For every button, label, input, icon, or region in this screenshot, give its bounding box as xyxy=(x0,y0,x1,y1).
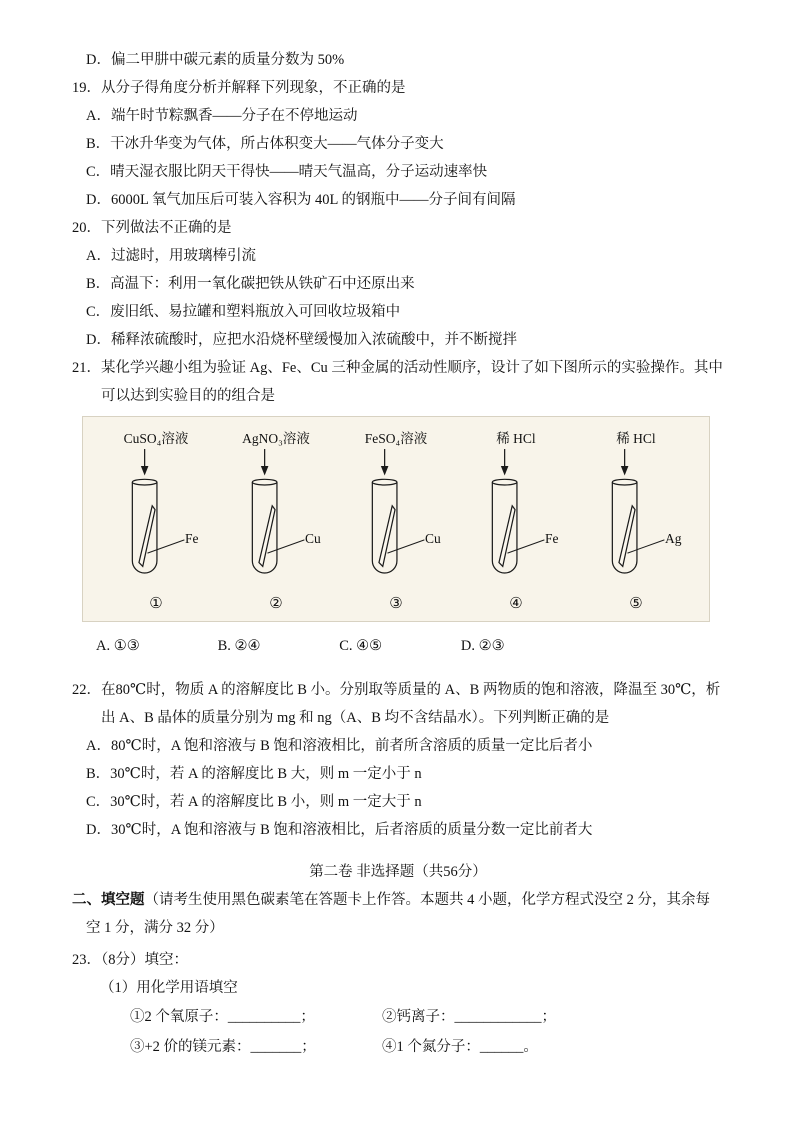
solution-label: 稀 HCl xyxy=(496,431,536,446)
tube-number: ② xyxy=(269,596,283,612)
question-21-stem: 21．某化学兴趣小组为验证 Ag、Fe、Cu 三种金属的活动性顺序，设计了如下图所示的实验操作。其中可以达到实验目的的组合是 xyxy=(72,360,723,404)
question-23-blank-row-1 xyxy=(72,1002,724,1032)
test-tube-drawing xyxy=(343,449,449,591)
question-20-stem: 20．下列做法不正确的是 xyxy=(72,220,232,236)
question-23-stem: 23．（8分）填空： xyxy=(72,952,188,968)
question-19-stem: 19．从分子得角度分析并解释下列现象，不正确的是 xyxy=(72,80,406,96)
question-22-option-c: C．30℃时，若 A 的溶解度比 B 小，则 m 一定大于 n xyxy=(86,794,422,810)
solution-label: 稀 HCl xyxy=(616,431,656,446)
question-23-sub1: （1）用化学用语填空 xyxy=(100,980,238,996)
solution-label: FeSO₄溶液 xyxy=(364,431,428,446)
question-20-option-b: B．高温下：利用一氧化碳把铁从铁矿石中还原出来 xyxy=(86,276,415,292)
test-tube-drawing xyxy=(583,449,689,591)
question-22-option-d: D．30℃时，A 饱和溶液与 B 饱和溶液相比，后者溶质的质量分数一定比前者大 xyxy=(86,822,593,838)
question-19-option-d: D．6000L 氧气加压后可装入容积为 40L 的钢瓶中——分子间有间隔 xyxy=(86,192,516,208)
metal-label: Fe xyxy=(545,531,559,546)
question-20-option-d: D．稀释浓硫酸时，应把水沿烧杯壁缓慢加入浓硫酸中，并不断搅拌 xyxy=(86,332,517,348)
experiment-figure xyxy=(82,416,710,622)
tube-number: ⑤ xyxy=(629,596,643,612)
question-21-option-a: A. ①③ xyxy=(96,638,140,654)
metal-label: Ag xyxy=(665,531,682,546)
blank-nitrogen-molecule: ④1 个氮分子：______。 xyxy=(382,1039,538,1055)
question-21-option-b: B. ②④ xyxy=(217,638,261,654)
tube-number: ④ xyxy=(509,596,523,612)
question-19-option-a: A．端午时节粽飘香——分子在不停地运动 xyxy=(86,108,358,124)
question-20-option-a: A．过滤时，用玻璃棒引流 xyxy=(86,248,256,264)
solution-label: CuSO₄溶液 xyxy=(123,431,189,446)
test-tube-group-3 xyxy=(337,427,455,613)
metal-label: Cu xyxy=(425,531,441,546)
question-22-stem: 22．在80℃时，物质 A 的溶解度比 B 小。分别取等质量的 A、B 两物质的饱和溶液，降温至 30℃，析出 A、B 晶体的质量分别为 mg 和 ng（A、B 均不含结晶水）。下列判断正确的是 xyxy=(72,682,721,726)
question-22-option-b: B．30℃时，若 A 的溶解度比 B 大，则 m 一定小于 n xyxy=(86,766,422,782)
test-tube-group-1 xyxy=(97,427,215,613)
test-tube-drawing xyxy=(463,449,569,591)
test-tube-drawing xyxy=(103,449,209,591)
metal-label: Cu xyxy=(305,531,321,546)
question-21-option-d: D. ②③ xyxy=(460,638,505,654)
solution-label: AgNO₃溶液 xyxy=(242,431,310,446)
tube-number: ③ xyxy=(389,596,403,612)
question-23-blank-row-2 xyxy=(72,1032,724,1062)
question-19-option-b: B．干冰升华变为气体，所占体积变大——气体分子变大 xyxy=(86,136,444,152)
metal-label: Fe xyxy=(185,531,199,546)
fill-in-section-label: 二、填空题 xyxy=(72,892,145,908)
question-20-option-c: C．废旧纸、易拉罐和塑料瓶放入可回收垃圾箱中 xyxy=(86,304,401,320)
fill-in-section-note: （请考生使用黑色碳素笔在答题卡上作答。本题共 4 小题，化学方程式没空 2 分，其余每空 1 分，满分 32 分） xyxy=(86,892,710,936)
fill-in-section-header xyxy=(72,886,724,942)
blank-magnesium-valence: ③+2 价的镁元素：_______； xyxy=(130,1039,316,1055)
question-19-option-c: C．晴天湿衣服比阴天干得快——晴天气温高，分子运动速率快 xyxy=(86,164,488,180)
section-2-title: 第二卷 非选择题（共56分） xyxy=(309,864,487,880)
tube-number: ① xyxy=(149,596,163,612)
test-tube-group-4 xyxy=(457,427,575,613)
test-tube-drawing xyxy=(223,449,329,591)
question-21-options xyxy=(72,632,724,660)
blank-calcium-ion: ②钙离子：____________； xyxy=(382,1009,556,1025)
question-21-option-c: C. ④⑤ xyxy=(339,638,383,654)
test-tube-group-2 xyxy=(217,427,335,613)
question-22-option-a: A．80℃时，A 饱和溶液与 B 饱和溶液相比，前者所含溶质的质量一定比后者小 xyxy=(86,738,593,754)
question-18-option-d: D．偏二甲肼中碳元素的质量分数为 50% xyxy=(86,52,345,68)
test-tube-group-5 xyxy=(577,427,695,613)
blank-oxygen-atoms: ①2 个氧原子：__________； xyxy=(130,1009,315,1025)
